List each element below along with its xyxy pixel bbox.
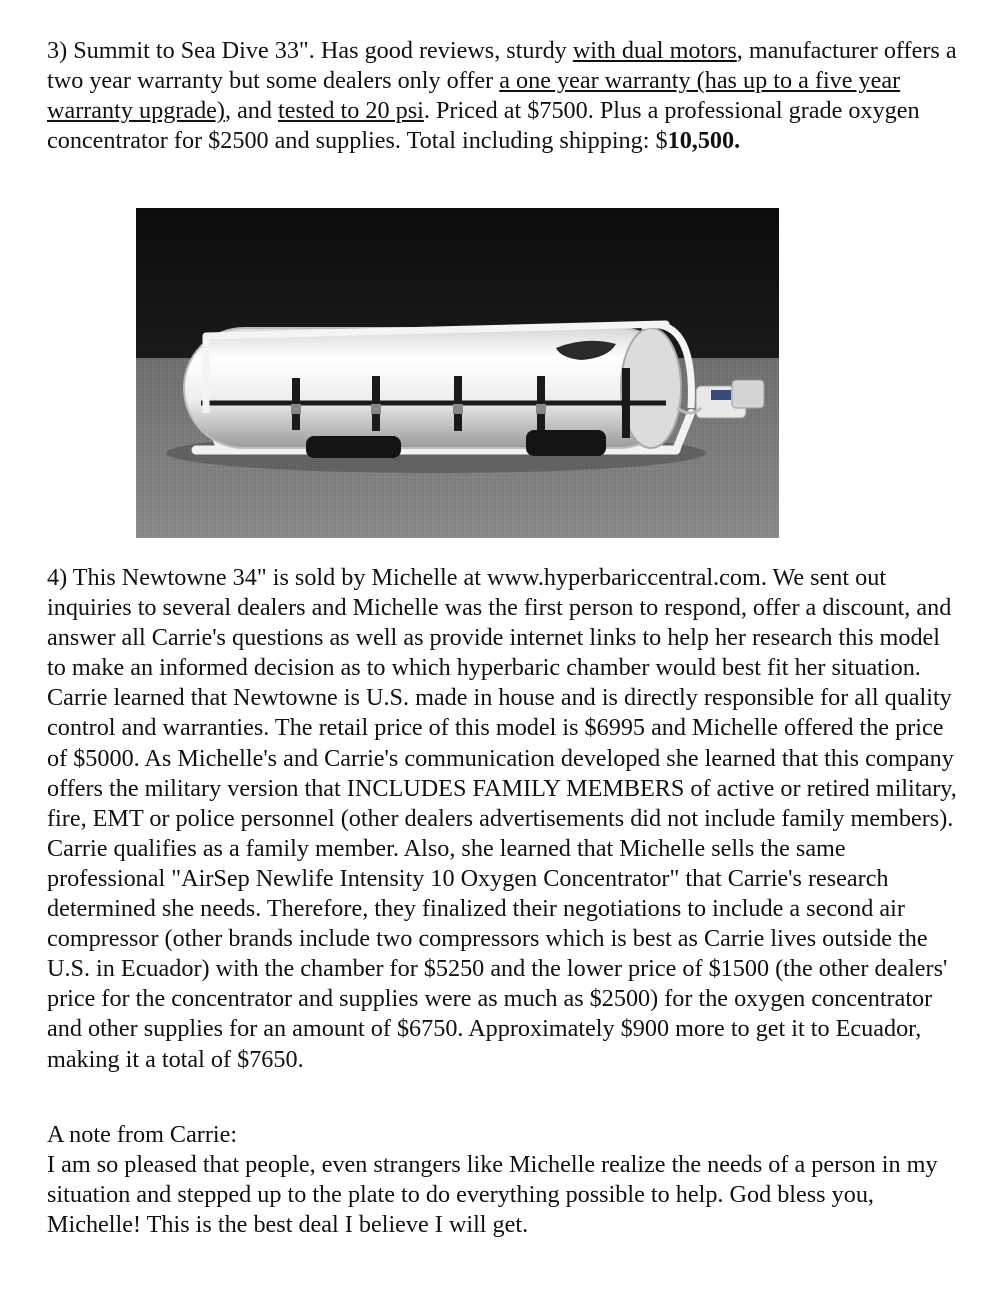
psi-underline: tested to 20 psi xyxy=(278,97,424,125)
dual-motors-underline: with dual motors xyxy=(572,37,737,64)
section-3-text-b: , and xyxy=(224,97,279,125)
hyperbaric-chamber-photo xyxy=(136,208,779,538)
section-3-text-c: . Priced at $7500. Plus a professional grade oxygen concentrator for $2500 and supplies. Total including shipping: $ xyxy=(47,97,920,155)
section-3 xyxy=(47,36,957,156)
note-text: I am so pleased that people, even strangers like Michelle realize the needs of a person in my situation and stepped up to the plate to do everything possible to help. God bless you, Michelle! This is the best deal I believe I will get. xyxy=(47,1151,938,1239)
total-price: 10,500. xyxy=(667,127,741,155)
section-4 xyxy=(47,563,957,1075)
section-3-intro: 3) Summit to Sea Dive 33". Has good reviews, sturdy xyxy=(47,37,573,64)
note-heading: A note from Carrie: xyxy=(47,1121,238,1148)
section-4-paragraph: 4) This Newtowne 34" is sold by Michelle at www.hyperbariccentral.com. We sent out inquiries to several dealers and Michelle was the first person to respond, offer a discount, and answer all Carrie's questions as well as provide internet links to help her research this model to make an informed decision as to which hyperbaric chamber would best fit her situation. Carrie learned that Newtowne is U.S. made in house and is directly responsible for all quality control and warranties. The retail price of this model is $6995 and Michelle offered the price of $5000. As Michelle's and Carrie's communication developed she learned that this company offers the military version that INCLUDES FAMILY MEMBERS of active or retired military, fire, EMT or police personnel (other dealers advertisements did not include family members). Carrie qualifies as a family member. Also, she learned that Michelle sells the same professional "AirSep Newlife Intensity 10 Oxygen Concentrator" that Carrie's research determined she needs. Therefore, they finalized their negotiations to include a second air compressor (other brands include two compressors which is best as Carrie lives outside the U.S. in Ecuador) with the chamber for $5250 and the lower price of $1500 (the other dealers' price for the concentrator and supplies were as much as $2500) for the oxygen concentrator and other supplies for an amount of $6750. Approximately $900 more to get it to Ecuador, making it a total of $7650. xyxy=(47,564,957,1073)
section-3-paragraph xyxy=(47,36,957,156)
warranty-underline: a one year warranty (has up to a five year warranty upgrade) xyxy=(47,67,901,125)
section-3-text-a: , manufacturer offers a two year warranty but some dealers only offer xyxy=(47,37,957,95)
carrie-note xyxy=(47,1120,957,1240)
